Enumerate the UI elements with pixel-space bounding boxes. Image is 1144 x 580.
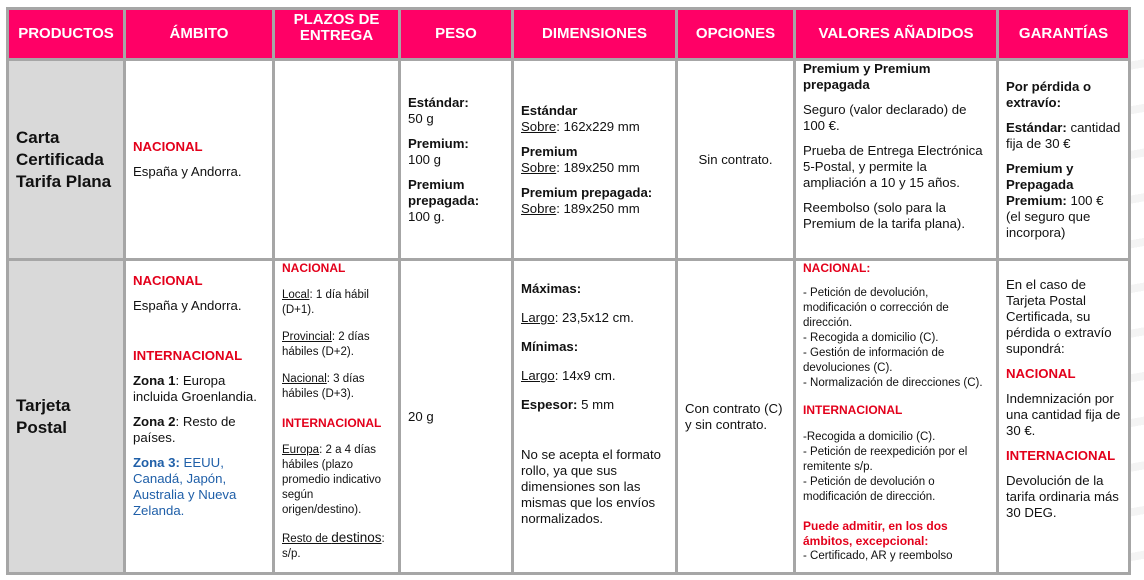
plazos-provincial-key: Provincial <box>282 331 332 343</box>
garantias-intro: En el caso de Tarjeta Postal Certificada, su pérdida o extravío supondrá: <box>1006 277 1112 356</box>
dim-min-label: Mínimas: <box>521 339 579 354</box>
garantias-internacional-label: INTERNACIONAL <box>1006 448 1116 463</box>
valores-internacional-list <box>803 430 989 505</box>
header-plazos <box>274 9 400 60</box>
valores-item: - Petición de devolución o modificación de dirección. <box>803 476 936 503</box>
plazos-nacional-key: Nacional <box>282 373 327 385</box>
dim-label: Premium prepagada: <box>521 184 653 200</box>
dim-value: : 162x229 mm <box>556 118 640 134</box>
header-productos: PRODUCTOS <box>8 9 125 60</box>
ambito-internacional-label: INTERNACIONAL <box>133 348 243 363</box>
valores-internacional-label: INTERNACIONAL <box>803 403 903 417</box>
peso-value: 100 g <box>408 151 442 167</box>
zona2-text: : Resto de países. <box>133 414 236 445</box>
dim-min-text: : 14x9 cm. <box>554 368 616 383</box>
dimensiones-cell <box>513 260 677 574</box>
ambito-cell <box>125 260 274 574</box>
dim-value: : 189x250 mm <box>556 200 640 216</box>
ambito-nacional-label: NACIONAL <box>133 273 203 288</box>
valores-excep-label: Puede admitir, en los dos ámbitos, excepcional: <box>803 519 948 548</box>
plazos-resto-key-part: destinos <box>331 530 382 545</box>
plazos-provincial-text: : 2 días hábiles (D+2). <box>282 331 370 358</box>
plazos-resto-text: : s/p. <box>282 533 385 560</box>
opciones-cell: Con contrato (C) y sin contrato. <box>677 260 795 574</box>
header-plazos-label: PLAZOS DE ENTREGA <box>293 11 380 44</box>
valores-nacional-label: NACIONAL: <box>803 261 871 275</box>
garantias-nacional-label: NACIONAL <box>1006 366 1076 381</box>
dim-key: Sobre <box>521 200 557 216</box>
zona1-text: : Europa incluida Groenlandia. <box>133 373 257 404</box>
ambito-nacional-text: España y Andorra. <box>133 164 242 179</box>
valores-item: - Petición de reexpedición por el remitente s/p. <box>803 446 968 473</box>
ambito-nacional-text: España y Andorra. <box>133 298 242 313</box>
valores-item: Reembolso (solo para la Premium de la tarifa plana). <box>803 200 965 231</box>
peso-label: Premium: <box>408 135 469 151</box>
header-valores: VALORES AÑADIDOS <box>795 9 998 60</box>
garantias-internacional-text: Devolución de la tarifa ordinaria más 30 DEG. <box>1006 473 1119 520</box>
dim-label: Premium <box>521 143 578 159</box>
valores-nacional-list <box>803 286 989 391</box>
header-dimensiones: DIMENSIONES <box>513 9 677 60</box>
plazos-resto-key-part: Resto de <box>282 533 332 545</box>
zona2-label: Zona 2 <box>133 414 176 429</box>
dim-note: No se acepta el formato rollo, ya que sus dimensiones son las mismas que los envíos normalizados. <box>521 447 662 526</box>
plazos-internacional-label: INTERNACIONAL <box>282 416 382 430</box>
table-row <box>8 60 1130 260</box>
garantias-title: Por pérdida o extravío: <box>1006 78 1091 110</box>
dim-min-key: Largo <box>521 368 555 383</box>
dim-max-text: : 23,5x12 cm. <box>554 310 634 325</box>
garantias-prem-text: 100 € (el seguro que incorpora) <box>1006 192 1104 240</box>
dimensiones-cell <box>513 60 677 260</box>
plazos-nacional-label: NACIONAL <box>282 261 346 275</box>
dim-esp-label: Espesor: <box>521 397 578 412</box>
plazos-europa-text: : 2 a 4 días hábiles (plazo promedio indicativo según origen/destino). <box>282 444 382 516</box>
table-row <box>8 260 1130 574</box>
ambito-cell <box>125 60 274 260</box>
valores-cell <box>795 260 998 574</box>
valores-item: -Recogida a domicilio (C). <box>803 431 936 443</box>
garantias-std-label: Estándar: <box>1006 119 1067 135</box>
valores-cell <box>795 60 998 260</box>
zona3-text: EEUU, Canadá, Japón, Australia y Nueva Zelanda. <box>133 455 237 518</box>
header-garantias: GARANTÍAS <box>998 9 1130 60</box>
garantias-std-text: cantidad fija de 30 € <box>1006 119 1121 151</box>
garantias-cell <box>998 260 1130 574</box>
product-name: Tarjeta Postal <box>8 260 125 574</box>
product-name: Carta Certificada Tarifa Plana <box>8 60 125 260</box>
peso-label: Estándar: <box>408 94 469 110</box>
valores-item: - Recogida a domicilio (C). <box>803 332 939 344</box>
plazos-cell-empty <box>274 60 400 260</box>
valores-excep-item: - Certificado, AR y reembolso <box>803 550 953 562</box>
valores-item: - Petición de devolución, modificación o corrección de dirección. <box>803 287 949 329</box>
plazos-nacional-text: : 3 días hábiles (D+3). <box>282 373 365 400</box>
peso-value: 50 g <box>408 110 434 126</box>
dim-max-key: Largo <box>521 310 555 325</box>
header-opciones: OPCIONES <box>677 9 795 60</box>
zona1-label: Zona 1 <box>133 373 176 388</box>
opciones-cell: Sin contrato. <box>677 60 795 260</box>
plazos-local-text: : 1 día hábil (D+1). <box>282 289 369 316</box>
plazos-europa-key: Europa <box>282 444 320 456</box>
valores-item: - Gestión de información de devoluciones (C). <box>803 347 945 374</box>
plazos-local-key: Local <box>282 289 310 301</box>
peso-cell <box>400 60 513 260</box>
valores-item: - Normalización de direcciones (C). <box>803 377 983 389</box>
peso-value: 100 g. <box>408 208 445 224</box>
postal-products-table <box>6 7 1131 575</box>
dim-value: : 189x250 mm <box>556 159 640 175</box>
ambito-nacional-label: NACIONAL <box>133 139 203 154</box>
peso-cell: 20 g <box>400 260 513 574</box>
garantias-nacional-text: Indemnización por una cantidad fija de 30 €. <box>1006 391 1121 438</box>
valores-title: Premium y Premium prepagada <box>803 61 931 92</box>
header-peso: PESO <box>400 9 513 60</box>
dim-key: Sobre <box>521 159 557 175</box>
plazos-resto-key <box>282 530 382 545</box>
zona3-label: Zona 3: <box>133 455 180 470</box>
dim-label: Estándar <box>521 102 578 118</box>
dim-esp-text: 5 mm <box>577 397 615 412</box>
dim-key: Sobre <box>521 118 557 134</box>
plazos-cell <box>274 260 400 574</box>
valores-item: Prueba de Entrega Electrónica 5-Postal, y permite la ampliación a 10 y 15 años. <box>803 143 983 190</box>
peso-label: Premium prepagada: <box>408 176 480 208</box>
garantias-cell <box>998 60 1130 260</box>
header-ambito: ÁMBITO <box>125 9 274 60</box>
dim-max-label: Máximas: <box>521 281 582 296</box>
valores-item: Seguro (valor declarado) de 100 €. <box>803 102 967 133</box>
garantias-prem-label: Premium y Prepagada Premium: <box>1006 160 1074 208</box>
header-row <box>8 9 1130 60</box>
